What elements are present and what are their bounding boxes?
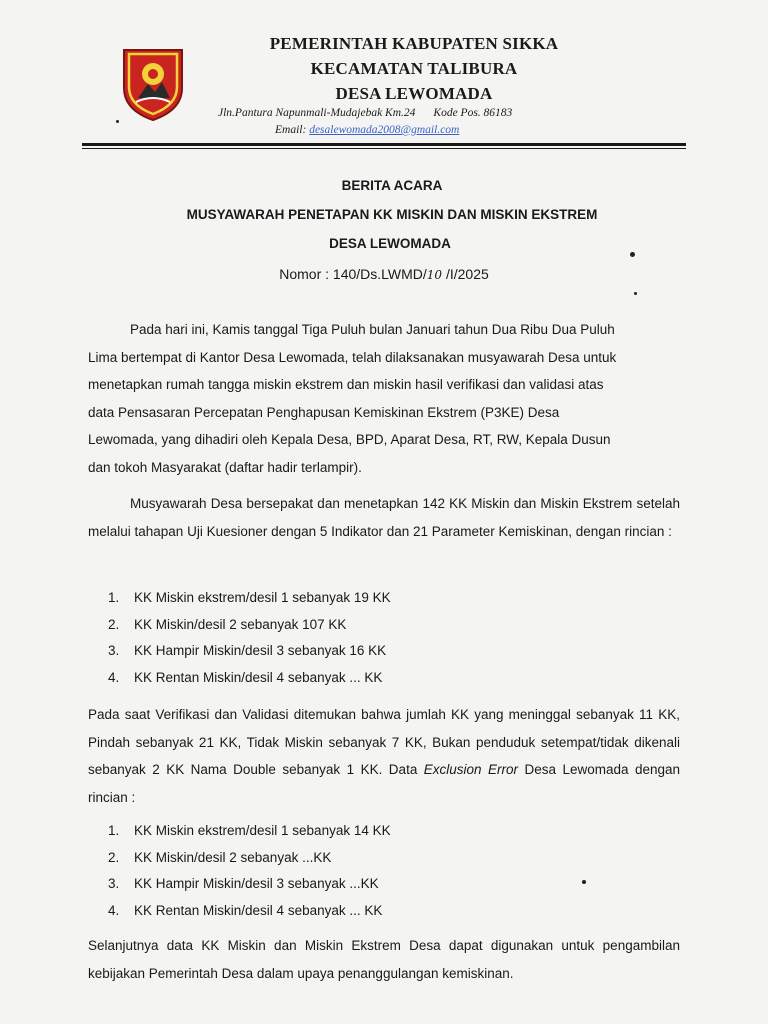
scan-speck	[634, 292, 637, 295]
scan-speck	[630, 252, 635, 257]
kop-line-2: KECAMATAN TALIBURA	[310, 59, 518, 78]
doc-subtitle-village: DESA LEWOMADA	[329, 236, 451, 251]
letterhead-rule-thick	[82, 143, 686, 146]
list-item: 3. KK Hampir Miskin/desil 3 sebanyak ...KK	[108, 876, 379, 891]
p3-end: Desa Lewomada dengan rincian :	[88, 762, 680, 805]
paragraph-1	[88, 316, 680, 481]
list-item: 4. KK Rentan Miskin/desil 4 sebanyak ... KK	[108, 902, 383, 918]
email-link[interactable]: desalewomada2008@gmail.com	[309, 124, 460, 136]
p1-line: Pada hari ini, Kamis tanggal Tiga Puluh bulan Januari tahun Dua Ribu Dua Puluh	[130, 322, 615, 337]
p1-line: menetapkan rumah tangga miskin ekstrem dan miskin hasil verifikasi dan validasi atas	[88, 377, 604, 392]
paragraph-4: Selanjutnya data KK Miskin dan Miskin Ekstrem Desa dapat digunakan untuk pengambilan kebijakan Pemerintah Desa dalam upaya penanggulangan kemiskinan.	[88, 938, 680, 981]
doc-subtitle: MUSYAWARAH PENETAPAN KK MISKIN DAN MISKIN EKSTREM	[186, 207, 598, 222]
list-item: 3. KK Hampir Miskin/desil 3 sebanyak 16 KK	[108, 643, 387, 658]
address-text: Jln.Pantura Napunmali-Mudajebak Km.24	[218, 107, 416, 119]
list-item: 4. KK Rentan Miskin/desil 4 sebanyak ... KK	[108, 669, 383, 685]
scan-speck	[582, 880, 586, 884]
p1-line: Lima bertempat di Kantor Desa Lewomada, telah dilaksanakan musyawarah Desa untuk	[88, 349, 617, 365]
paragraph-2: Musyawarah Desa bersepakat dan menetapkan 142 KK Miskin dan Miskin Ekstrem setelah melalui tahapan Uji Kuesioner dengan 5 Indikator dan 21 Parameter Kemiskinan, dengan rincian :	[88, 496, 680, 539]
p3-italic-term: Exclusion Error	[423, 762, 519, 777]
p1-line: Lewomada, yang dihadiri oleh Kepala Desa, BPD, Aparat Desa, RT, RW, Kepala Dusun	[88, 432, 611, 447]
letterhead-rule-thin	[82, 148, 686, 149]
email-line	[275, 124, 459, 136]
list-exclusion-error	[108, 818, 391, 924]
doc-number	[0, 266, 768, 282]
kop-line-1: PEMERINTAH KABUPATEN SIKKA	[269, 34, 559, 53]
list-item: 2. KK Miskin/desil 2 sebanyak 107 KK	[108, 616, 347, 632]
doc-number-prefix: Nomor : 140/Ds.LWMD/	[279, 266, 427, 282]
list-item: 1. KK Miskin ekstrem/desil 1 sebanyak 19 KK	[108, 590, 391, 605]
p1-line: dan tokoh Masyarakat (daftar hadir terlampir).	[88, 459, 362, 475]
list-item: 1. KK Miskin ekstrem/desil 1 sebanyak 14 KK	[108, 823, 391, 838]
postal-code: Kode Pos. 86183	[433, 107, 513, 119]
kop-line-3: DESA LEWOMADA	[335, 84, 493, 103]
kabupaten-sikka-logo	[118, 44, 188, 122]
list-kk-ditetapkan	[108, 585, 391, 691]
doc-number-suffix: /I/2025	[442, 266, 489, 282]
list-item: 2. KK Miskin/desil 2 sebanyak ...KK	[108, 849, 332, 865]
paragraph-3	[88, 701, 680, 811]
p3-text: Pada saat Verifikasi dan Validasi ditemukan bahwa jumlah KK yang meninggal sebanyak 11 KK, Pindah sebanyak 21 KK, Tidak Miskin sebanyak 7 KK, Bukan penduduk setempat/tidak dikenali sebanyak 2 KK Nama Double sebanyak 1 KK. Data	[88, 707, 680, 777]
scan-speck	[116, 120, 119, 123]
email-label: Email:	[275, 124, 307, 136]
doc-title: BERITA ACARA	[341, 178, 443, 193]
doc-number-handwritten: 10	[426, 268, 443, 282]
address-line	[218, 107, 512, 119]
p1-line: data Pensasaran Percepatan Penghapusan Kemiskinan Ekstrem (P3KE) Desa	[88, 404, 560, 420]
